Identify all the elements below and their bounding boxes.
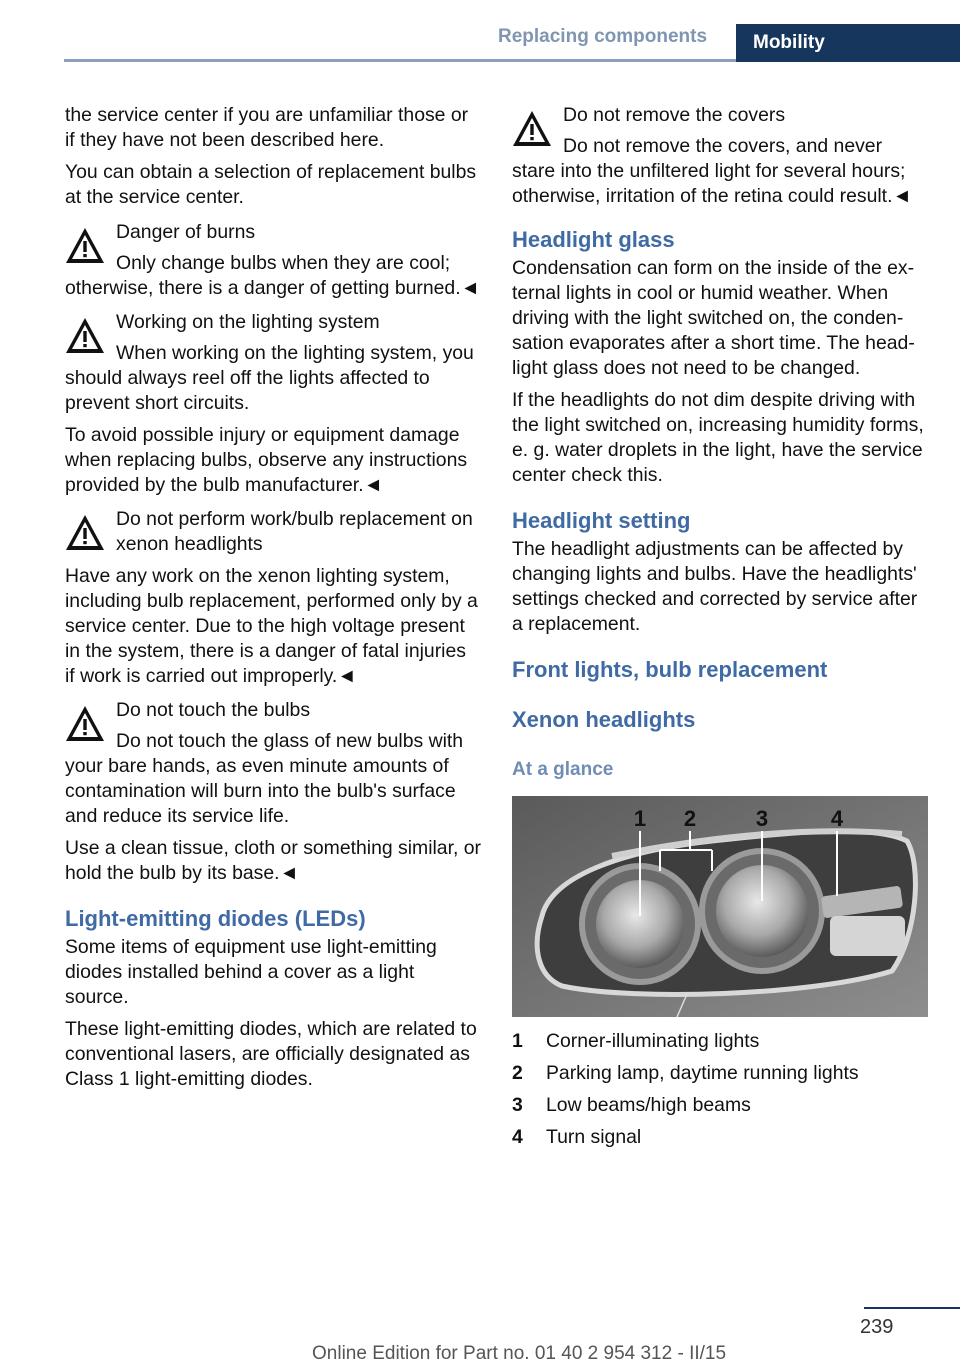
paragraph: These light-emitting diodes, which are related to conventional lasers, are officially designated as Class 1 light-emitting diodes. xyxy=(65,1018,477,1090)
warning-triangle-icon xyxy=(512,110,552,147)
warning-body: Only change bulbs when they are cool; otherwise, there is a danger of getting burned.◄ xyxy=(65,252,480,299)
figure-label: 4 xyxy=(830,806,844,831)
legend-number: 4 xyxy=(512,1126,523,1148)
paragraph: Condensation can form on the inside of the external lights in cool or humid weather. When driving with the light switched on, the condensation evaporates after a short time. The headlight glass does not need to be changed. xyxy=(512,257,915,379)
warning-triangle-icon xyxy=(65,317,105,354)
section-heading-glass: Headlight glass xyxy=(512,227,675,252)
legend-item xyxy=(512,1093,928,1125)
page-header xyxy=(0,0,960,62)
figure-label: 3 xyxy=(755,806,769,831)
edition-note: Online Edition for Part no. 01 40 2 954 312 - II/15 xyxy=(312,1343,727,1364)
legend-item xyxy=(512,1125,928,1157)
figure-legend xyxy=(512,1029,928,1157)
legend-item xyxy=(512,1029,928,1061)
section-heading-front-lights: Front lights, bulb replacement xyxy=(512,657,828,682)
legend-number: 3 xyxy=(512,1094,523,1116)
warning-triangle-icon xyxy=(65,227,105,264)
footer-rule xyxy=(864,1307,960,1309)
warning-triangle-icon xyxy=(65,705,105,742)
legend-item xyxy=(512,1061,928,1093)
page-number: 239 xyxy=(860,1316,894,1338)
legend-text: Corner-illuminating lights xyxy=(546,1030,760,1052)
warning-title: Danger of burns xyxy=(116,221,256,243)
warning-bulbs xyxy=(65,698,481,886)
header-section-title: Replacing components xyxy=(498,26,708,47)
warning-covers xyxy=(512,103,928,209)
warning-burns xyxy=(65,220,481,301)
paragraph: The headlight adjustments can be affected by changing lights and bulbs. Have the headlights' settings checked and corrected by service after a replacement. xyxy=(512,538,918,635)
warning-extra: To avoid possible injury or equipment damage when replacing bulbs, observe any instructions provided by the bulb manufacturer.◄ xyxy=(65,424,468,496)
legend-number: 2 xyxy=(512,1062,523,1084)
header-chapter-tab: Mobility xyxy=(736,24,960,62)
warning-title: Do not perform work/bulb replacement on xenon headlights xyxy=(116,508,473,555)
legend-text: Parking lamp, daytime running lights xyxy=(546,1062,859,1084)
warning-body: Do not remove the covers, and never stare into the unfiltered light for several hours; otherwise, irritation of the retina could result.◄ xyxy=(512,135,912,207)
figure-label: 2 xyxy=(683,806,697,831)
warning-extra: Use a clean tissue, cloth or something similar, or hold the bulb by its base.◄ xyxy=(65,837,481,884)
section-heading-setting: Headlight setting xyxy=(512,508,691,533)
warning-title: Do not remove the covers xyxy=(563,104,786,126)
paragraph: the service center if you are unfamiliar those or if they have not been described here. xyxy=(65,104,469,151)
figure-label: 1 xyxy=(633,806,647,831)
warning-triangle-icon xyxy=(65,514,105,551)
warning-title: Working on the lighting system xyxy=(116,311,380,333)
right-column xyxy=(512,103,928,1157)
headlight-figure xyxy=(512,796,928,1017)
header-rule xyxy=(64,59,736,62)
warning-lighting-system xyxy=(65,310,481,498)
section-heading-leds: Light-emitting diodes (LEDs) xyxy=(65,906,366,931)
warning-xenon xyxy=(65,507,481,689)
section-heading-xenon: Xenon headlights xyxy=(512,707,696,732)
paragraph: You can obtain a selection of replacement bulbs at the service center. xyxy=(65,161,477,208)
paragraph: Some items of equipment use light-emitting diodes installed behind a cover as a light source. xyxy=(65,936,437,1008)
warning-body: Do not touch the glass of new bulbs with your bare hands, as even minute amounts of contamination will burn into the bulb's surface and reduce its service life. xyxy=(65,730,464,827)
subheading-at-a-glance: At a glance xyxy=(512,759,614,780)
paragraph: If the headlights do not dim despite driving with the light switched on, increasing humidity forms, e. g. water droplets in the light, have the service center check this. xyxy=(512,389,924,486)
left-column xyxy=(65,103,481,1099)
legend-text: Turn signal xyxy=(546,1126,642,1148)
legend-text: Low beams/high beams xyxy=(546,1094,751,1116)
warning-body: When working on the lighting system, you should always reel off the lights affected to prevent short circuits. xyxy=(65,342,474,414)
legend-number: 1 xyxy=(512,1030,523,1052)
warning-title: Do not touch the bulbs xyxy=(116,699,311,721)
warning-body: Have any work on the xenon lighting system, including bulb replacement, performed only by a service center. Due to the high voltage present in the system, there is a danger of fatal injuries if work is carried out improperly.◄ xyxy=(65,565,478,687)
